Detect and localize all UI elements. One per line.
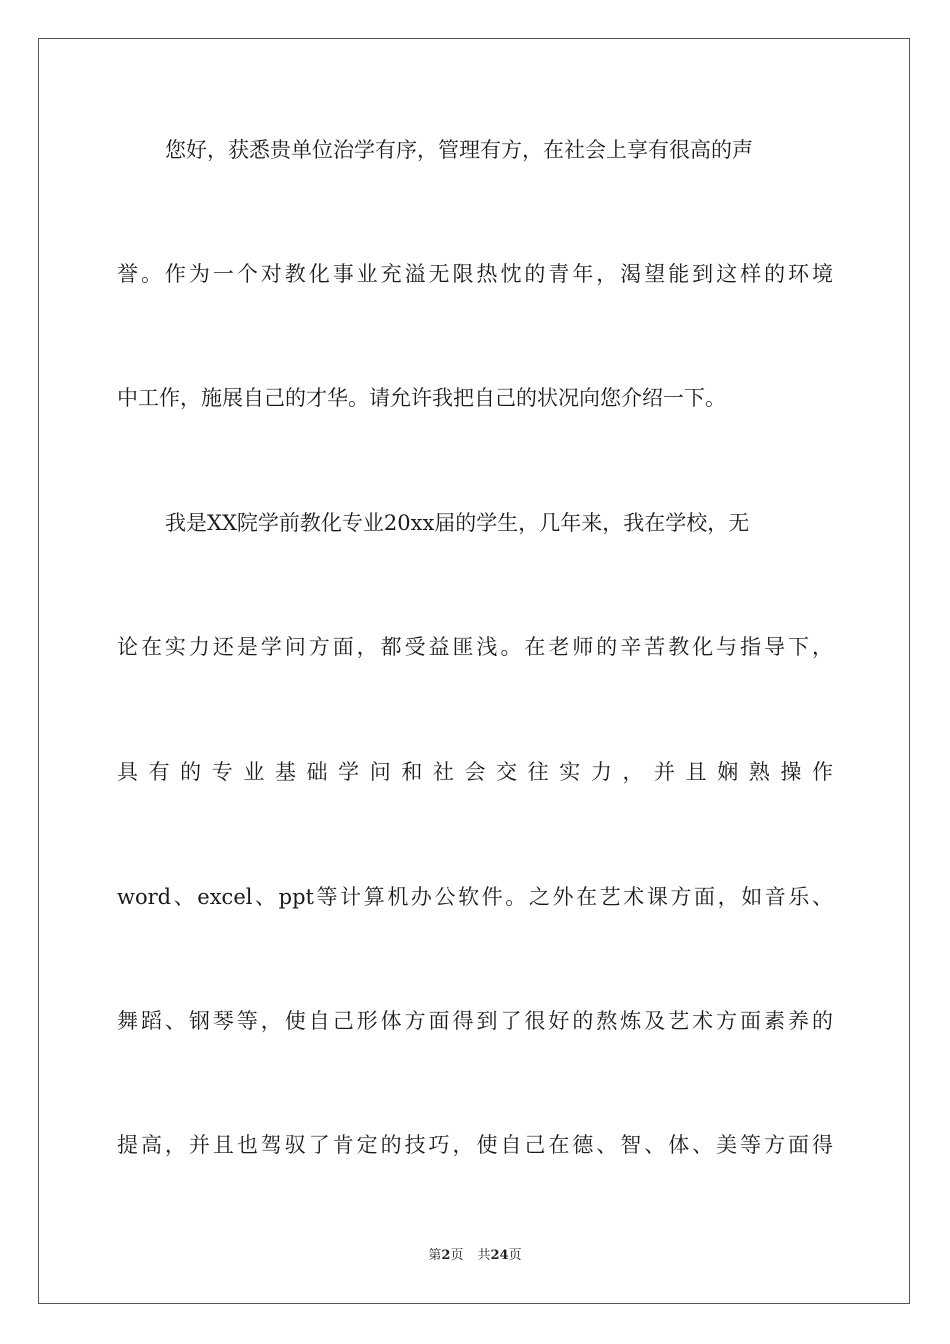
- paragraph-2-line-5: 舞蹈、钢琴等，使自己形体方面得到了很好的熬炼及艺术方面素养的: [117, 1009, 833, 1033]
- page-suffix: 页: [450, 1248, 464, 1263]
- paragraph-1-line-2: 誉。作为一个对教化事业充溢无限热忱的青年，渴望能到这样的环境: [117, 262, 833, 286]
- total-suffix: 页: [508, 1248, 522, 1263]
- page-number: 2: [441, 1248, 451, 1263]
- total-pages: 24: [490, 1248, 509, 1263]
- paragraph-2-line-3: 具有的专业基础学问和社会交往实力，并且娴熟操作: [117, 760, 833, 784]
- paragraph-2-line-6: 提高，并且也驾驭了肯定的技巧，使自己在德、智、体、美等方面得: [117, 1133, 833, 1157]
- page-prefix: 第: [428, 1248, 442, 1263]
- page-border: [38, 38, 910, 1304]
- paragraph-2-line-4: word、excel、ppt等计算机办公软件。之外在艺术课方面，如音乐、: [117, 885, 833, 909]
- paragraph-1-line-1: 您好，获悉贵单位治学有序，管理有方，在社会上享有很高的声: [165, 138, 753, 162]
- total-prefix: 共: [477, 1248, 491, 1263]
- paragraph-2-line-2: 论在实力还是学问方面，都受益匪浅。在老师的辛苦教化与指导下，: [117, 635, 833, 659]
- page-footer: [0, 1246, 950, 1266]
- paragraph-2-line-1: 我是XX院学前教化专业20xx届的学生，几年来，我在学校，无: [165, 511, 750, 535]
- paragraph-1-line-3: 中工作，施展自己的才华。请允许我把自己的状况向您介绍一下。: [117, 386, 726, 410]
